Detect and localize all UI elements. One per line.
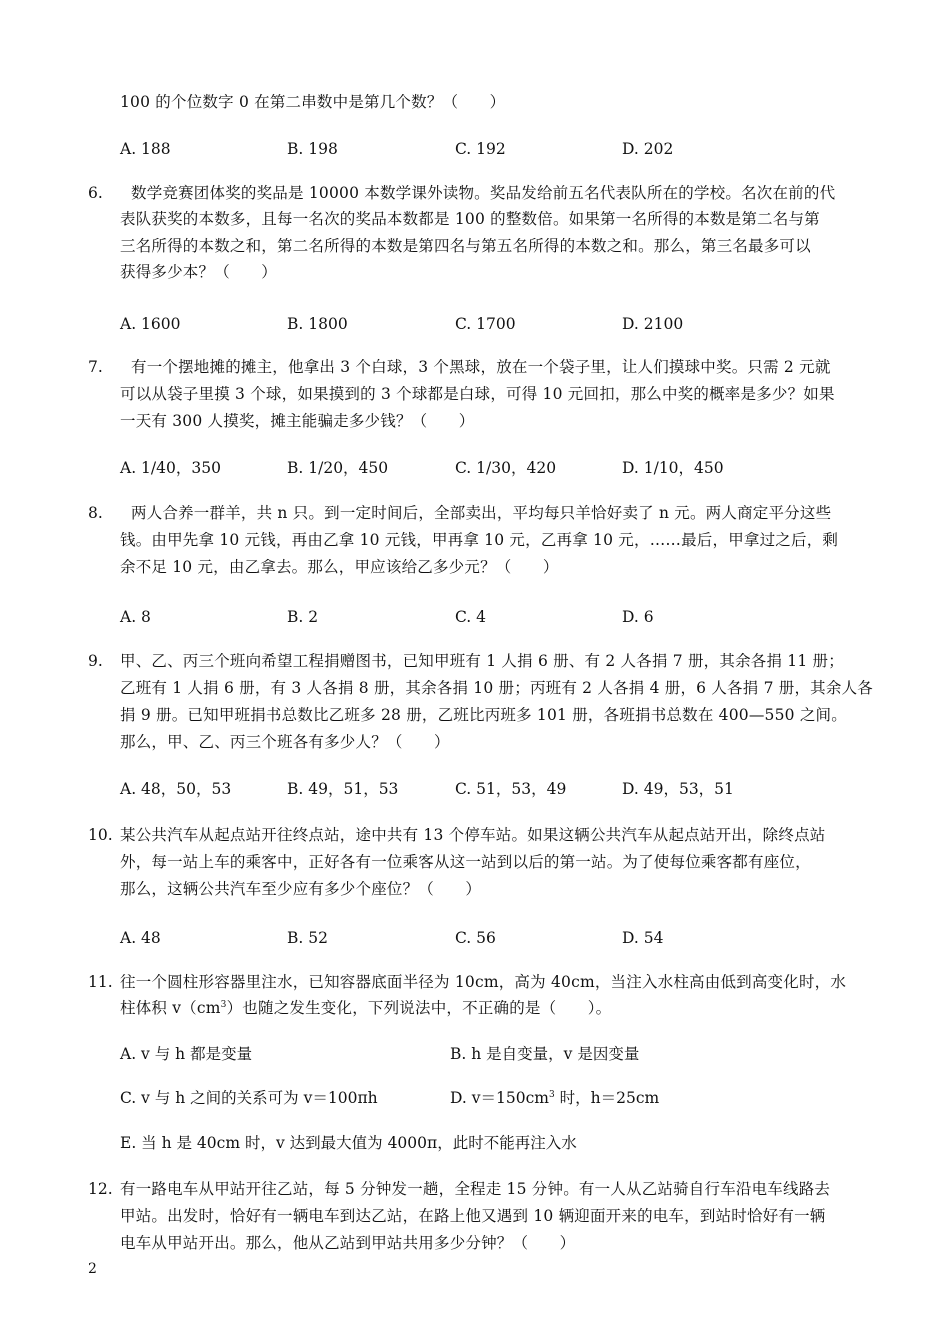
q10-text-line: 那么，这辆公共汽车至少应有多少个座位？（ ） [120, 880, 482, 898]
q7-option-d: D. 1/10，450 [622, 459, 724, 477]
q5-option-b: B. 198 [287, 140, 338, 158]
q10-text-line: 某公共汽车从起点站开往终点站，途中共有 13 个停车站。如果这辆公共汽车从起点站开出，除终点站 [120, 826, 826, 844]
q6-text-line: 获得多少本？（ ） [120, 263, 278, 281]
q7-option-c: C. 1/30，420 [455, 459, 557, 477]
q11-line2-post: ）也随之发生变化，下列说法中，不正确的是（ ）。 [226, 999, 612, 1017]
q11-number: 11. [88, 973, 113, 991]
q5-option-a: A. 188 [120, 140, 171, 158]
q7-number: 7. [88, 358, 103, 376]
q11-optd-pre: D. v＝150cm [450, 1089, 549, 1107]
q7-text-line: 可以从袋子里摸 3 个球，如果摸到的 3 个球都是白球，可得 10 元回扣，那么中奖的概率是多少？如果 [120, 385, 835, 403]
q6-number: 6. [88, 184, 103, 202]
q11-text-line [120, 998, 611, 1018]
q11-line2-sup: 3 [220, 999, 227, 1010]
q8-option-d: D. 6 [622, 608, 654, 626]
q11-option-b: B. h 是自变量，v 是因变量 [450, 1045, 640, 1063]
q6-option-c: C. 1700 [455, 315, 516, 333]
q12-text-line: 有一路电车从甲站开往乙站，每 5 分钟发一趟，全程走 15 分钟。有一人从乙站骑自行车沿电车线路去 [120, 1180, 831, 1198]
q8-text-line: 钱。由甲先拿 10 元钱，再由乙拿 10 元钱，甲再拿 10 元，乙再拿 10 元，……最后，甲拿过之后，剩 [120, 531, 839, 549]
q6-text-line: 数学竞赛团体奖的奖品是 10000 本数学课外读物。奖品发给前五名代表队所在的学校。名次在前的代 [131, 184, 836, 202]
q6-text-line: 三名所得的本数之和，第二名所得的本数是第四名与第五名所得的本数之和。那么，第三名最多可以 [120, 237, 811, 255]
q9-option-d: D. 49，53，51 [622, 780, 734, 798]
q8-option-a: A. 8 [120, 608, 151, 626]
q9-text-line: 那么，甲、乙、丙三个班各有多少人？（ ） [120, 733, 450, 751]
q10-option-a: A. 48 [120, 929, 161, 947]
q5-option-c: C. 192 [455, 140, 506, 158]
q11-option-c: C. v 与 h 之间的关系可为 v＝100πh [120, 1089, 378, 1107]
q10-option-c: C. 56 [455, 929, 496, 947]
q11-optd-sup: 3 [548, 1089, 555, 1100]
q9-option-c: C. 51，53，49 [455, 780, 567, 798]
q7-text-line: 有一个摆地摊的摊主，他拿出 3 个白球，3 个黑球，放在一个袋子里，让人们摸球中奖。只需 2 元就 [131, 358, 831, 376]
q10-option-b: B. 52 [287, 929, 328, 947]
q11-optd-post: 时，h＝25cm [554, 1089, 660, 1107]
q11-text-line: 往一个圆柱形容器里注水，已知容器底面半径为 10cm，高为 40cm，当注入水柱高由低到高变化时，水 [120, 973, 847, 991]
q7-option-a: A. 1/40，350 [120, 459, 221, 477]
q11-line2-pre: 柱体积 v（cm [120, 999, 221, 1017]
q11-option-a: A. v 与 h 都是变量 [120, 1045, 253, 1063]
q11-option-e: E. 当 h 是 40cm 时，v 达到最大值为 4000π，此时不能再注入水 [120, 1134, 577, 1152]
q10-text-line: 外，每一站上车的乘客中，正好各有一位乘客从这一站到以后的第一站。为了使每位乘客都有座位， [120, 853, 811, 871]
q5-text-line: 100 的个位数字 0 在第二串数中是第几个数？（ ） [120, 93, 506, 111]
q6-text-line: 表队获奖的本数多，且每一名次的奖品本数都是 100 的整数倍。如果第一名所得的本数是第二名与第 [120, 210, 820, 228]
q12-text-line: 甲站。出发时，恰好有一辆电车到达乙站，在路上他又遇到 10 辆迎面开来的电车，到站时恰好有一辆 [120, 1207, 826, 1225]
q8-text-line: 两人合养一群羊，共 n 只。到一定时间后，全部卖出，平均每只羊恰好卖了 n 元。两人商定平分这些 [131, 504, 832, 522]
q7-text-line: 一天有 300 人摸奖，摊主能骗走多少钱？（ ） [120, 412, 475, 430]
q7-option-b: B. 1/20，450 [287, 459, 389, 477]
q12-number: 12. [88, 1180, 113, 1198]
q9-text-line: 甲、乙、丙三个班向希望工程捐赠图书，已知甲班有 1 人捐 6 册、有 2 人各捐 7 册，其余各捐 11 册； [120, 652, 844, 670]
q9-text-line: 乙班有 1 人捐 6 册，有 3 人各捐 8 册，其余各捐 10 册；丙班有 2 人各捐 4 册，6 人各捐 7 册，其余人各 [120, 679, 873, 697]
q9-option-a: A. 48，50，53 [120, 780, 232, 798]
q6-option-b: B. 1800 [287, 315, 348, 333]
q10-option-d: D. 54 [622, 929, 664, 947]
q6-option-d: D. 2100 [622, 315, 684, 333]
page-number: 2 [88, 1261, 97, 1277]
q10-number: 10. [88, 826, 113, 844]
q5-option-d: D. 202 [622, 140, 674, 158]
q9-option-b: B. 49，51，53 [287, 780, 399, 798]
q11-option-d [450, 1088, 659, 1108]
q8-text-line: 余不足 10 元，由乙拿去。那么，甲应该给乙多少元？（ ） [120, 558, 559, 576]
q9-text-line: 捐 9 册。已知甲班捐书总数比乙班多 28 册，乙班比丙班多 101 册，各班捐书总数在 400—550 之间。 [120, 706, 847, 724]
q9-number: 9. [88, 652, 103, 670]
q8-number: 8. [88, 504, 103, 522]
q6-option-a: A. 1600 [120, 315, 181, 333]
q8-option-b: B. 2 [287, 608, 319, 626]
q12-text-line: 电车从甲站开出。那么，他从乙站到甲站共用多少分钟？（ ） [120, 1234, 576, 1252]
q8-option-c: C. 4 [455, 608, 487, 626]
